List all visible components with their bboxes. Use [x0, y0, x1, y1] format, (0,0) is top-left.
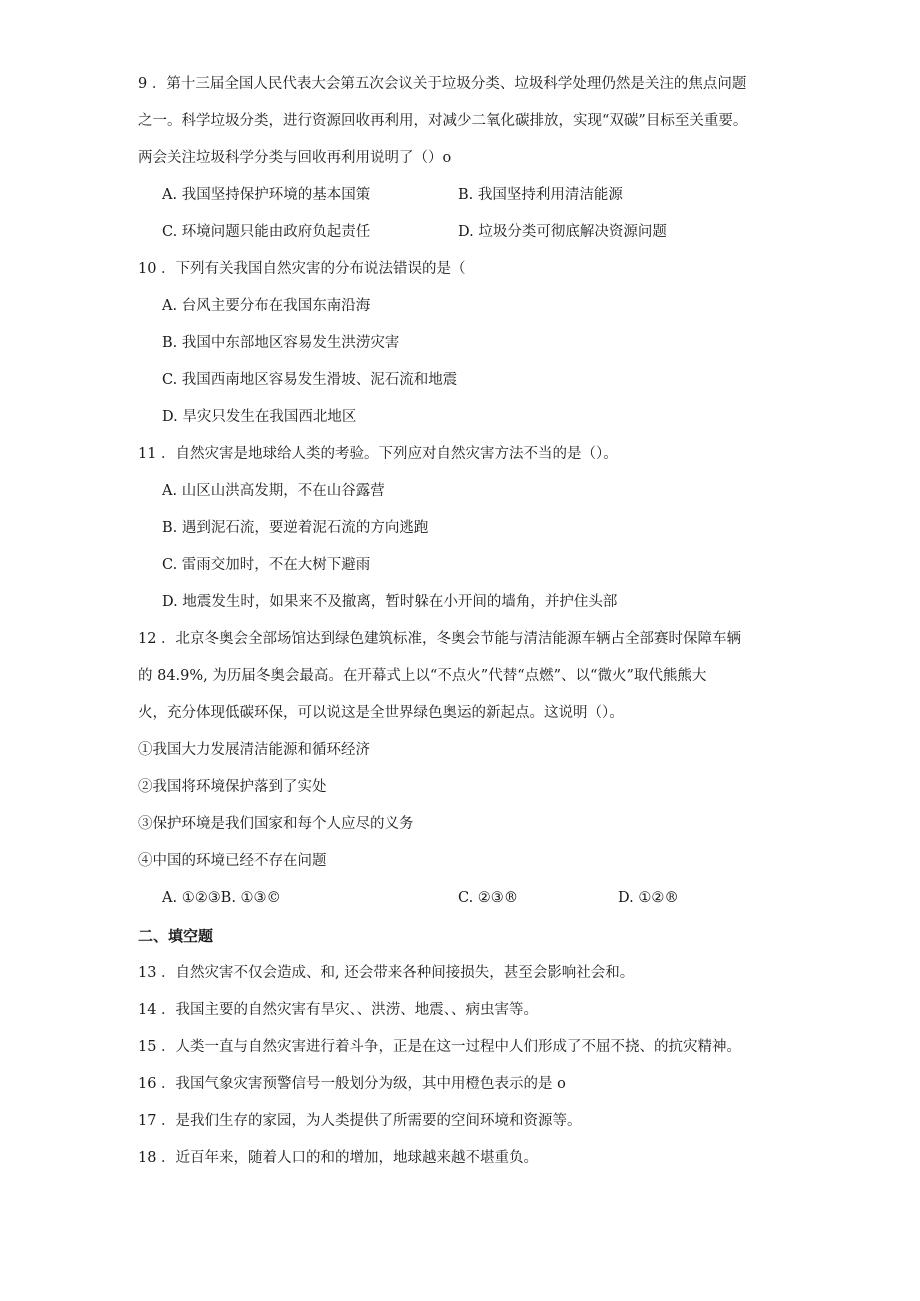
q12-line1: 12 ．北京冬奥会全部场馆达到绿色建筑标准，冬奥会节能与清洁能源车辆占全部赛时保障车辆 — [138, 631, 742, 647]
q12-statement-2: ②我国将环境保护落到了实处 — [138, 779, 327, 795]
q9-option-c: C. 环境问题只能由政府负起责任 — [162, 224, 371, 240]
q11-option-a: A. 山区山洪高发期，不在山谷露营 — [162, 483, 385, 499]
q12-option-ab: A. ①②③B. ①③© — [162, 890, 282, 906]
q10-option-a: A. 台风主要分布在我国东南沿海 — [162, 298, 371, 314]
q11-option-b: B. 遇到泥石流，要逆着泥石流的方向逃跑 — [162, 520, 429, 536]
q10-line1: 10 ．下列有关我国自然灾害的分布说法错误的是（ — [138, 261, 466, 277]
section-heading-fill-in: 二、填空题 — [138, 927, 214, 945]
q11-option-c: C. 雷雨交加时，不在大树下避雨 — [162, 557, 371, 573]
q9-option-a: A. 我国坚持保护环境的基本国策 — [162, 187, 371, 203]
q12-line2: 的 84.9%, 为历届冬奥会最高。在开幕式上以“不点火”代替“点燃”、以“微火”取代熊熊大 — [138, 668, 707, 684]
q13-line: 13 ．自然灾害不仅会造成、和, 还会带来各种间接损失，甚至会影响社会和。 — [138, 965, 635, 981]
q15-line: 15 ．人类一直与自然灾害进行着斗争，正是在这一过程中人们形成了不屈不挠、的抗灾精神。 — [138, 1039, 742, 1055]
q11-line1: 11 ．自然灾害是地球给人类的考验。下列应对自然灾害方法不当的是（）。 — [138, 446, 618, 462]
q17-line: 17 ．是我们生存的家园，为人类提供了所需要的空间环境和资源等。 — [138, 1113, 582, 1129]
q10-option-d: D. 旱灾只发生在我国西北地区 — [162, 409, 357, 425]
q9-option-b: B. 我国坚持利用清洁能源 — [458, 187, 623, 203]
q14-line: 14 ．我国主要的自然灾害有旱灾、、洪涝、地震、、病虫害等。 — [138, 1002, 539, 1018]
q9-line1: 9 ．第十三届全国人民代表大会第五次会议关于垃圾分类、垃圾科学处理仍然是关注的焦点问题 — [138, 76, 747, 92]
q9-option-d: D. 垃圾分类可彻底解决资源问题 — [458, 224, 667, 240]
q9-line2: 之一。科学垃圾分类，进行资源回收再利用，对减少二氧化碳排放，实现“双碳”目标至关重要。 — [138, 113, 748, 129]
q12-line3: 火，充分体现低碳环保，可以说这是全世界绿色奥运的新起点。这说明（）。 — [138, 705, 624, 721]
q12-option-d: D. ①②® — [618, 890, 679, 906]
q10-option-b: B. 我国中东部地区容易发生洪涝灾害 — [162, 335, 400, 351]
q12-statement-4: ④中国的环境已经不存在问题 — [138, 853, 327, 869]
q11-option-d: D. 地震发生时，如果来不及撤离，暂时躲在小开间的墙角，并护住头部 — [162, 594, 618, 610]
q12-statement-3: ③保护环境是我们国家和每个人应尽的义务 — [138, 816, 414, 832]
q12-option-c: C. ②③® — [458, 890, 519, 906]
q9-line3: 两会关注垃圾科学分类与回收再利用说明了（）o — [138, 150, 452, 166]
q10-option-c: C. 我国西南地区容易发生滑坡、泥石流和地震 — [162, 372, 458, 388]
q16-line: 16 ．我国气象灾害预警信号一般划分为级，其中用橙色表示的是 o — [138, 1076, 566, 1092]
q18-line: 18 ．近百年来，随着人口的和的增加，地球越来越不堪重负。 — [138, 1150, 539, 1166]
q12-statement-1: ①我国大力发展清洁能源和循环经济 — [138, 742, 370, 758]
